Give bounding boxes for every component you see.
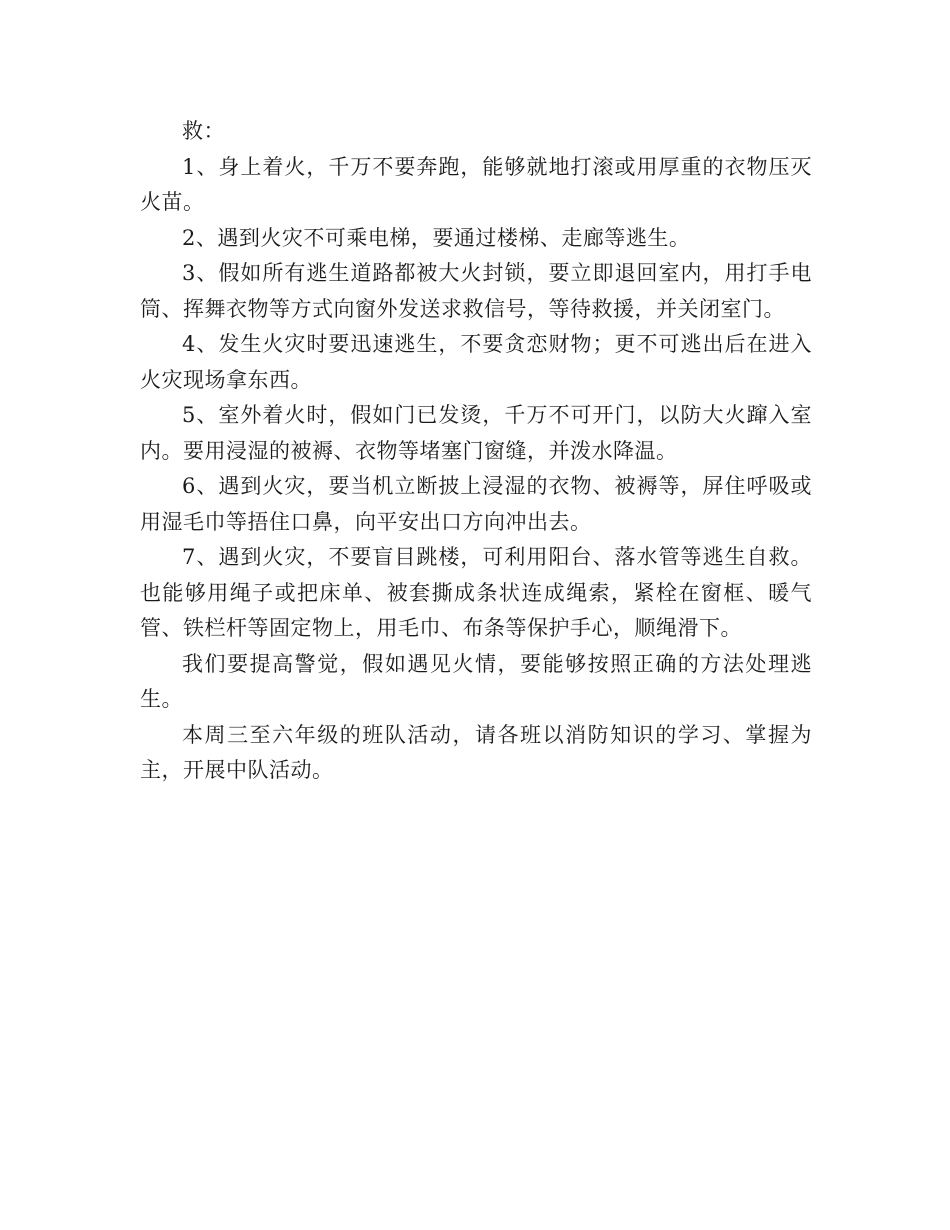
- paragraph-item-2: 2、遇到火灾不可乘电梯，要通过楼梯、走廊等逃生。: [182, 225, 691, 250]
- paragraph-item-5: 5、室外着火时，假如门已发烫，千万不可开门，以防大火蹿入室内。要用浸湿的被褥、衣物等堵塞门窗缝，并泼水降温。: [140, 403, 812, 463]
- document-body: [140, 114, 812, 789]
- paragraph-notice: 本周三至六年级的班队活动，请各班以消防知识的学习、掌握为主，开展中队活动。: [140, 722, 812, 782]
- paragraph-item-1: 1、身上着火，千万不要奔跑，能够就地打滚或用厚重的衣物压灭火苗。: [140, 154, 812, 214]
- paragraph-intro: 救：: [182, 119, 225, 143]
- paragraph-item-3: 3、假如所有逃生道路都被大火封锁，要立即退回室内，用打手电筒、挥舞衣物等方式向窗外发送求救信号，等待救援，并关闭室门。: [140, 261, 812, 321]
- paragraph-item-4: 4、发生火灾时要迅速逃生，不要贪恋财物；更不可逃出后在进入火灾现场拿东西。: [140, 332, 812, 392]
- paragraph-item-7: 7、遇到火灾，不要盲目跳楼，可利用阳台、落水管等逃生自救。也能够用绳子或把床单、被套撕成条状连成绳索，紧栓在窗框、暖气管、铁栏杆等固定物上，用毛巾、布条等保护手心，顺绳滑下。: [140, 545, 812, 640]
- paragraph-alert: 我们要提高警觉，假如遇见火情，要能够按照正确的方法处理逃生。: [140, 651, 812, 711]
- paragraph-item-6: 6、遇到火灾，要当机立断披上浸湿的衣物、被褥等，屏住呼吸或用湿毛巾等捂住口鼻，向平安出口方向冲出去。: [140, 474, 812, 534]
